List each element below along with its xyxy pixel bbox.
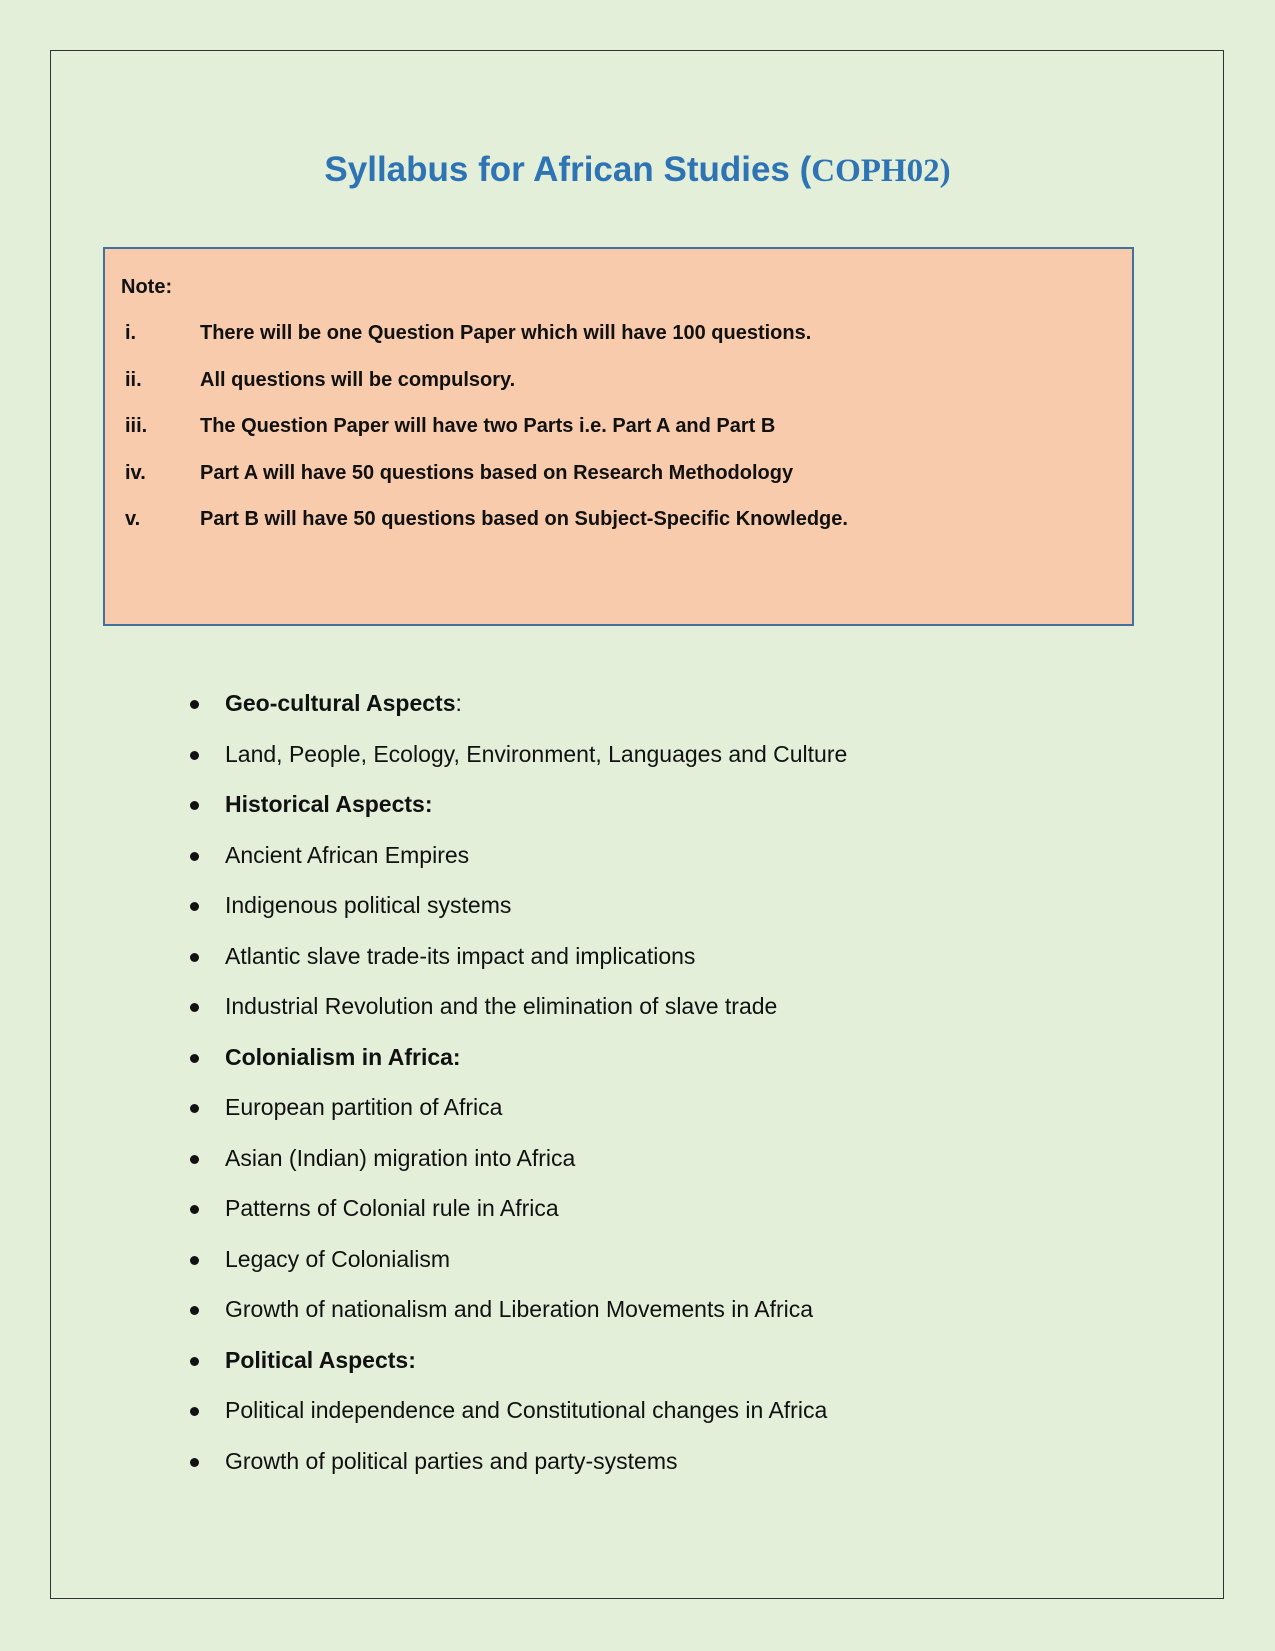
topic-text: Colonialism in Africa: [225,1043,461,1070]
bullet-icon [190,902,199,911]
topic-text: Industrial Revolution and the elimination of slave trade [225,993,778,1019]
note-text: The Question Paper will have two Parts i.e. Part A and Part B [200,415,776,437]
note-text: Part A will have 50 questions based on Research Methodology [200,461,794,484]
bullet-icon [190,1357,199,1366]
note-number: v. [125,508,141,530]
note-text: There will be one Question Paper which will have 100 questions. [200,322,812,344]
topic-text: Legacy of Colonialism [225,1245,451,1272]
note-number: iii. [125,415,148,437]
bullet-icon [190,801,199,810]
bullet-icon [190,1306,199,1315]
topic-text: Atlantic slave trade-its impact and implications [225,942,696,969]
note-heading: Note: [121,276,173,298]
topic-text: European partition of Africa [225,1094,503,1120]
note-box [103,247,1134,626]
topic-text: Historical Aspects: [225,791,433,817]
bullet-icon [190,1256,199,1265]
bullet-icon [190,1155,199,1164]
topic-text: Political independence and Constitutional changes in Africa [225,1397,828,1423]
topic-text: Ancient African Empires [225,841,470,868]
bullet-icon [190,953,199,962]
note-number: i. [125,322,137,344]
topic-text: Asian (Indian) migration into Africa [225,1144,576,1171]
topic-text: Growth of political parties and party-systems [225,1447,678,1474]
bullet-icon [190,1407,199,1416]
topic-text: Growth of nationalism and Liberation Movements in Africa [225,1296,814,1322]
bullet-icon [190,700,199,709]
bullet-icon [190,1458,199,1467]
bullet-icon [190,1003,199,1012]
topic-text: Indigenous political systems [225,892,512,918]
bullet-icon [190,751,199,760]
topic-text: Patterns of Colonial rule in Africa [225,1195,559,1221]
topic-text: Geo-cultural Aspects: [225,690,462,716]
topic-text: Land, People, Ecology, Environment, Languages and Culture [225,740,848,767]
note-text: Part B will have 50 questions based on Subject-Specific Knowledge. [200,508,848,530]
note-text: All questions will be compulsory. [200,368,516,391]
course-code: COPH02) [811,153,951,189]
bullet-icon [190,1054,199,1063]
note-number: ii. [125,368,142,391]
bullet-icon [190,1205,199,1214]
title-main: Syllabus for African Studies ( [324,150,812,189]
bullet-icon [190,1104,199,1113]
page-title [0,150,1275,190]
note-number: iv. [125,461,146,484]
bullet-icon [190,852,199,861]
topic-text: Political Aspects: [225,1346,416,1373]
